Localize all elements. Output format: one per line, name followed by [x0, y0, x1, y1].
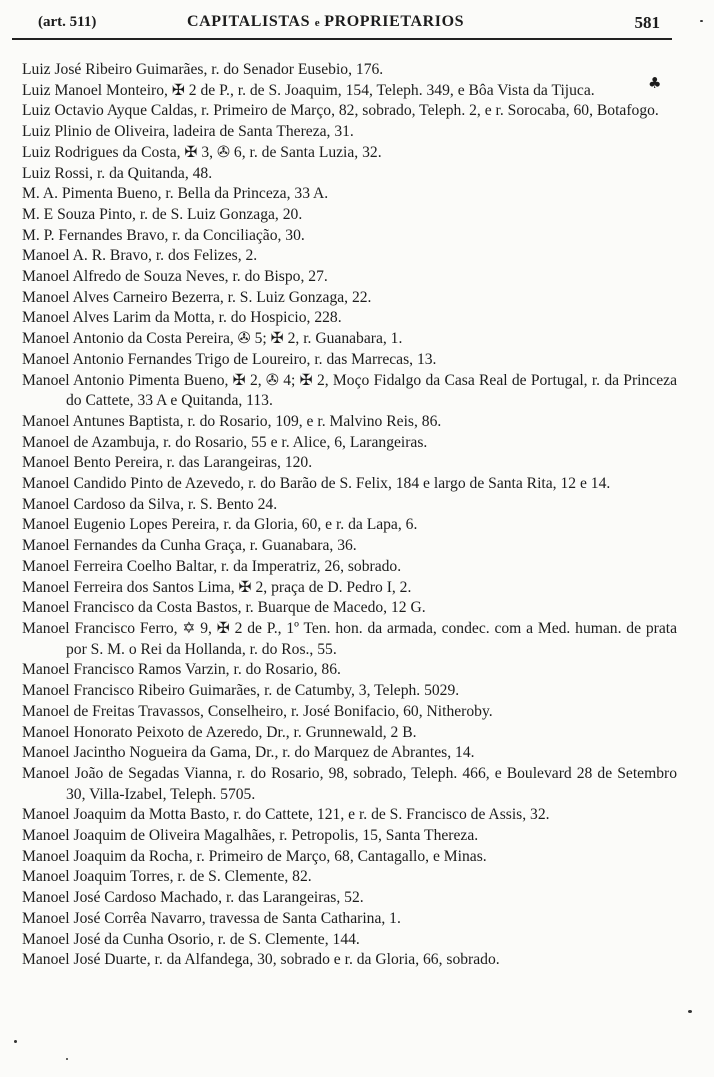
directory-entry: Manoel José Corrêa Navarro, travessa de Santa Catharina, 1.: [22, 909, 401, 927]
page-title: [187, 13, 464, 31]
directory-entry: Manoel Antonio Pimenta Bueno, ✠ 2, ✇ 4; ✠ 2, Moço Fidalgo da Casa Real de Portugal, r. da Princeza do Cattete, 33 A e Quitanda, 113.: [22, 371, 677, 410]
directory-entry: Manoel Ferreira dos Santos Lima, ✠ 2, praça de D. Pedro I, 2.: [22, 578, 412, 596]
directory-entry: Manoel A. R. Bravo, r. dos Felizes, 2.: [22, 247, 258, 265]
directory-entry: Manoel Alfredo de Souza Neves, r. do Bispo, 27.: [22, 268, 328, 286]
directory-entry: Manoel Cardoso da Silva, r. S. Bento 24.: [22, 495, 278, 513]
directory-entry: Manoel Joaquim da Rocha, r. Primeiro de Março, 68, Cantagallo, e Minas.: [22, 847, 487, 865]
directory-entry: Manoel Francisco Ramos Varzin, r. do Rosario, 86.: [22, 661, 341, 679]
directory-entry: Manoel Jacintho Nogueira da Gama, Dr., r. do Marquez de Abrantes, 14.: [22, 744, 475, 762]
directory-entry: Luiz Rossi, r. da Quitanda, 48.: [22, 164, 213, 182]
directory-entry: Manoel de Freitas Travassos, Conselheiro, r. José Bonifacio, 60, Nitheroby.: [22, 702, 493, 720]
directory-entry: Luiz José Ribeiro Guimarães, r. do Senador Eusebio, 176.: [22, 61, 384, 78]
ink-speck: [688, 1010, 692, 1013]
directory-entry: Manoel Francisco Ribeiro Guimarães, r. de Catumby, 3, Teleph. 5029.: [22, 682, 460, 700]
directory-entry: Manoel Antunes Baptista, r. do Rosario, 109, e r. Malvino Reis, 86.: [22, 412, 442, 430]
directory-entry: Manoel Alves Larim da Motta, r. do Hospicio, 228.: [22, 309, 342, 327]
directory-entry: Manoel Antonio Fernandes Trigo de Loureiro, r. das Marrecas, 13.: [22, 350, 437, 368]
ink-speck: [14, 1040, 17, 1043]
directory-entry: Manoel João de Segadas Vianna, r. do Rosario, 98, sobrado, Teleph. 466, e Boulevard 28 de Setembro 30, Villa-Izabel, Teleph. 5705.: [22, 764, 677, 803]
page-number: 581: [634, 13, 660, 32]
directory-entry: Manoel Alves Carneiro Bezerra, r. S. Luiz Gonzaga, 22.: [22, 288, 372, 306]
directory-entries: [22, 60, 677, 971]
running-header: [12, 12, 672, 40]
directory-entry: Manoel Honorato Peixoto de Azeredo, Dr., r. Grunnewald, 2 B.: [22, 723, 417, 741]
directory-entry: Manoel Antonio da Costa Pereira, ✇ 5; ✠ 2, r. Guanabara, 1.: [22, 330, 403, 348]
directory-entry: Manoel Joaquim de Oliveira Magalhães, r. Petropolis, 15, Santa Thereza.: [22, 827, 479, 845]
title-joiner: e: [314, 17, 320, 29]
directory-entry: Manoel Joaquim da Motta Basto, r. do Cattete, 121, e r. de S. Francisco de Assis, 32.: [22, 806, 550, 824]
directory-entry: Manoel Francisco Ferro, ✡ 9, ✠ 2 de P., 1º Ten. hon. da armada, condec. com a Med. human. de prata por S. M. o Rei da Hollanda, r. do Ros., 55.: [22, 619, 677, 658]
directory-entry: Manoel Francisco da Costa Bastos, r. Buarque de Macedo, 12 G.: [22, 599, 426, 617]
printer-ornament-icon: ♣: [648, 74, 662, 92]
title-main: CAPITALISTAS: [187, 13, 311, 30]
directory-entry: Manoel José Cardoso Machado, r. das Larangeiras, 52.: [22, 889, 364, 907]
directory-entry: Manoel José Duarte, r. da Alfandega, 30, sobrado e r. da Gloria, 66, sobrado.: [22, 951, 500, 969]
directory-entry: Manoel Ferreira Coelho Baltar, r. da Imperatriz, 26, sobrado.: [22, 557, 402, 575]
directory-entry: Luiz Rodrigues da Costa, ✠ 3, ✇ 6, r. de Santa Luzia, 32.: [22, 143, 382, 161]
directory-entry: Manoel José da Cunha Osorio, r. de S. Clemente, 144.: [22, 930, 360, 948]
directory-entry: Manoel Bento Pereira, r. das Larangeiras, 120.: [22, 454, 313, 472]
ink-speck: [66, 1058, 68, 1060]
directory-entry: Luiz Manoel Monteiro, ✠ 2 de P., r. de S. Joaquim, 154, Teleph. 349, e Bôa Vista da Tijuca.: [22, 81, 595, 99]
directory-entry: M. A. Pimenta Bueno, r. Bella da Princeza, 33 A.: [22, 185, 329, 203]
ink-speck: [700, 20, 703, 22]
directory-entry: Manoel Fernandes da Cunha Graça, r. Guanabara, 36.: [22, 537, 357, 555]
directory-entry: Manoel de Azambuja, r. do Rosario, 55 e r. Alice, 6, Larangeiras.: [22, 433, 428, 451]
directory-entry: Luiz Octavio Ayque Caldas, r. Primeiro de Março, 82, sobrado, Teleph. 2, e r. Sorocaba, 60, Botafogo.: [22, 102, 659, 120]
directory-entry: Manoel Joaquim Torres, r. de S. Clemente, 82.: [22, 868, 312, 886]
directory-entry: M. P. Fernandes Bravo, r. da Conciliação, 30.: [22, 226, 305, 244]
directory-entry: Luiz Plinio de Oliveira, ladeira de Santa Thereza, 31.: [22, 123, 354, 141]
article-reference: (art. 511): [38, 14, 97, 30]
directory-entry: Manoel Eugenio Lopes Pereira, r. da Gloria, 60, e r. da Lapa, 6.: [22, 516, 418, 534]
directory-entry: M. E Souza Pinto, r. de S. Luiz Gonzaga, 20.: [22, 205, 303, 223]
title-rest: PROPRIETARIOS: [324, 13, 465, 30]
directory-entry: Manoel Candido Pinto de Azevedo, r. do Barão de S. Felix, 184 e largo de Santa Rita, 12 e 14.: [22, 475, 611, 493]
